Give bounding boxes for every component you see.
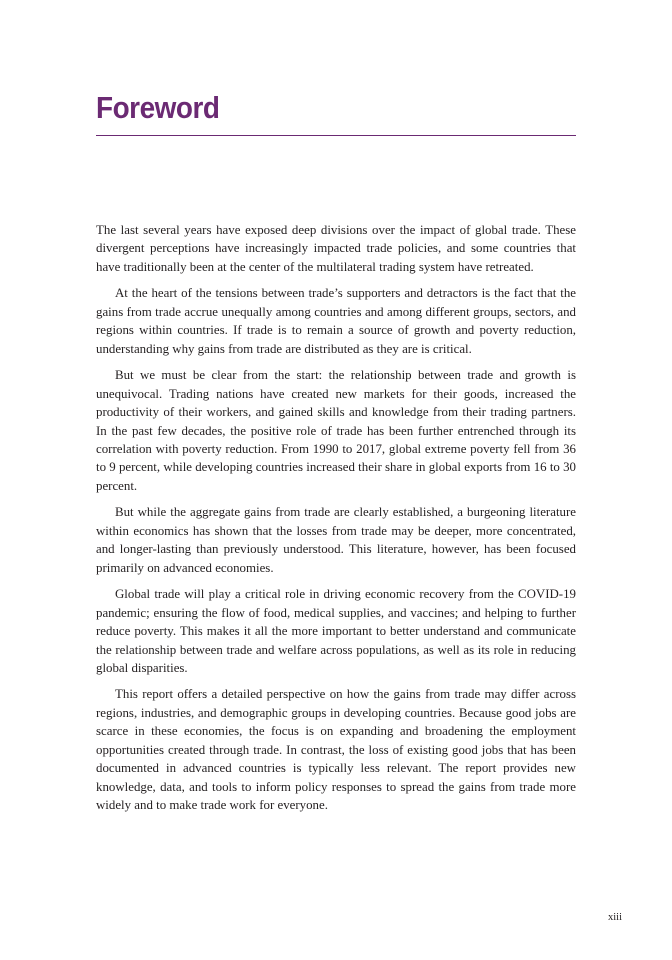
paragraph-4: But while the aggregate gains from trade are clearly established, a burgeoning literature within economics has shown that the losses from trade may be deeper, more concentrated, and longer-lasting than previously understood. This literature, however, has been focused primarily on advanced economies. — [96, 505, 576, 575]
paragraph-2: At the heart of the tensions between trade’s supporters and detractors is the fact that the gains from trade accrue unequally among countries and among different groups, sectors, and regions within countries. If trade is to remain a source of growth and poverty reduction, understanding why gains from trade are distributed as they are is critical. — [96, 286, 576, 356]
page-title: Foreword — [96, 90, 220, 125]
title-rule — [96, 135, 576, 136]
paragraph-3: But we must be clear from the start: the relationship between trade and growth is unequivocal. Trading nations have created new markets for their goods, increased the productivity of their workers, and gained skills and knowledge from their trading partners. In the past few decades, the positive role of trade has been further entrenched through its correlation with poverty reduction. From 1990 to 2017, global extreme poverty fell from 36 to 9 percent, while developing countries increased their share in global exports from 16 to 30 percent. — [96, 368, 576, 493]
paragraph-1: The last several years have exposed deep divisions over the impact of global trade. These divergent perceptions have increasingly impacted trade policies, and some countries that have traditionally been at the center of the multilateral trading system have retreated. — [96, 223, 576, 274]
body-text — [96, 221, 576, 823]
paragraph-6: This report offers a detailed perspective on how the gains from trade may differ across regions, industries, and demographic groups in developing countries. Because good jobs are scarce in these economies, the focus is on expanding and broadening the employment opportunities created through trade. In contrast, the loss of existing good jobs that has been documented in advanced countries is typically less relevant. The report provides new knowledge, data, and tools to inform policy responses to spread the gains from trade more widely and to make trade work for everyone. — [96, 687, 576, 813]
paragraph-5: Global trade will play a critical role in driving economic recovery from the COVID-19 pandemic; ensuring the flow of food, medical supplies, and vaccines; and helping to further reduce poverty. This makes it all the more important to better understand and communicate the relationship between trade and welfare across populations, as well as its role in reducing global disparities. — [96, 587, 576, 675]
page-number: xiii — [608, 912, 623, 923]
